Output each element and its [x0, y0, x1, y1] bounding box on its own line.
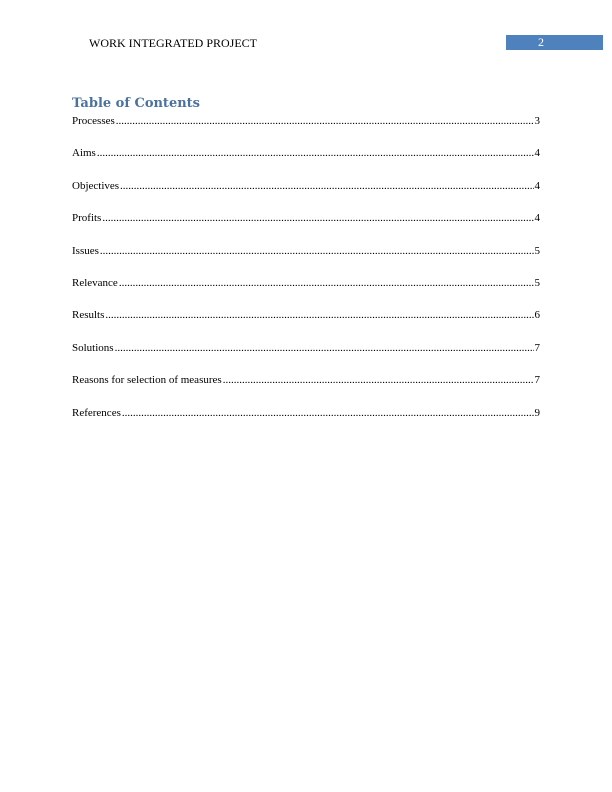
toc-entry[interactable]	[72, 115, 540, 147]
toc-entry-label: Reasons for selection of measures	[72, 374, 222, 387]
toc-entry[interactable]	[72, 374, 540, 406]
toc-leader-dots	[120, 180, 533, 192]
toc-entry[interactable]	[72, 277, 540, 309]
toc-entry-label: Solutions	[72, 341, 114, 354]
toc-entry-page: 4	[534, 212, 540, 225]
toc-entry-page: 4	[534, 179, 540, 192]
page-number-box: 2	[506, 35, 603, 50]
toc-leader-dots	[105, 309, 533, 321]
toc-entry[interactable]	[72, 309, 540, 341]
toc-leader-dots	[116, 115, 534, 127]
toc-entry[interactable]	[72, 180, 540, 212]
toc-leader-dots	[115, 342, 534, 354]
toc-entry-page: 7	[534, 374, 540, 387]
toc-entry[interactable]	[72, 245, 540, 277]
toc-entry-page: 7	[534, 341, 540, 354]
toc-entry-page: 4	[534, 147, 540, 160]
toc-entry-page: 5	[534, 276, 540, 289]
toc-leader-dots	[102, 212, 533, 224]
toc-entry-page: 9	[534, 406, 540, 419]
toc-leader-dots	[119, 277, 534, 289]
toc-entry[interactable]	[72, 212, 540, 244]
toc-title: Table of Contents	[72, 96, 200, 111]
toc-entry-page: 3	[534, 115, 540, 127]
toc-entry-label: Results	[72, 309, 105, 322]
toc-leader-dots	[97, 147, 534, 159]
running-header: WORK INTEGRATED PROJECT	[89, 36, 257, 50]
toc-entry-page: 5	[534, 244, 540, 257]
toc-entry-label: References	[72, 406, 121, 419]
toc-entry-label: Aims	[72, 147, 96, 160]
toc-entry[interactable]	[72, 147, 540, 179]
toc-leader-dots	[100, 245, 534, 257]
toc-entry-label: Profits	[72, 212, 102, 225]
toc-list	[72, 115, 540, 439]
toc-leader-dots	[223, 374, 534, 386]
toc-leader-dots	[122, 407, 534, 419]
toc-entry-label: Issues	[72, 244, 99, 257]
toc-entry-label: Relevance	[72, 276, 118, 289]
toc-entry-label: Processes	[72, 115, 115, 127]
toc-entry[interactable]	[72, 407, 540, 439]
toc-entry[interactable]	[72, 342, 540, 374]
toc-entry-page: 6	[534, 309, 540, 322]
toc-entry-label: Objectives	[72, 179, 120, 192]
